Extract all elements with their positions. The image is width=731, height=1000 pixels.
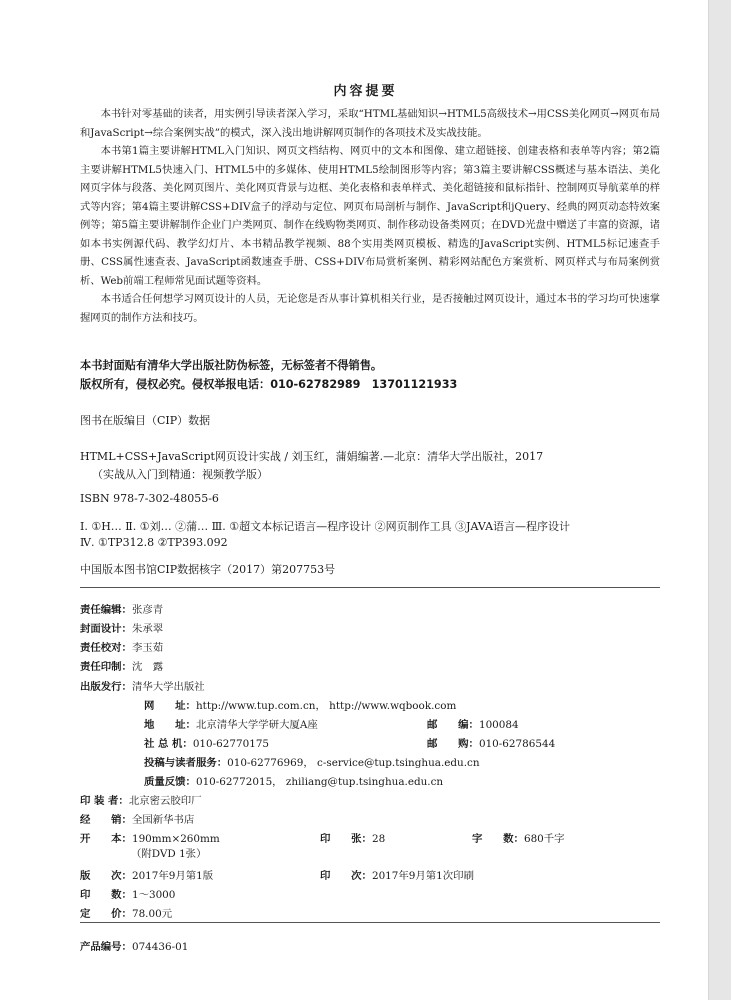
mail-order-label: 邮 购： (427, 738, 479, 750)
dealer-label: 经 销： (80, 814, 132, 826)
printing-label: 印 次： (320, 870, 372, 882)
price-value: 78.00元 (131, 908, 173, 920)
address-label: 地 址： (144, 719, 196, 731)
word-count-label: 字 数： (472, 833, 524, 845)
staff-label: 责任校对： (80, 642, 132, 654)
cip-isbn: ISBN 978-7-302-48055-6 (80, 492, 219, 505)
switchboard-label: 社 总 机： (144, 738, 193, 750)
printing-row (320, 864, 474, 883)
dealer-value: 全国新华书店 (131, 814, 195, 826)
publisher-address-row (144, 713, 318, 732)
publisher-postcode-row (427, 713, 519, 732)
footer-divider (80, 922, 660, 923)
word-count-value: 680千字 (523, 833, 565, 845)
edition-label: 版 次： (80, 870, 132, 882)
content-summary-body (80, 105, 660, 327)
product-code-label: 产品编号： (80, 941, 132, 953)
mail-order-value: 010-62786544 (478, 738, 556, 750)
page-edge-strip (708, 0, 731, 1000)
staff-value: 朱承翠 (131, 623, 164, 635)
publisher-website-row (144, 694, 456, 713)
sheets-row (320, 827, 385, 846)
copies-value: 1～3000 (131, 889, 176, 901)
content-summary-heading: 内容提要 (333, 84, 398, 99)
switchboard-value: 010-62770175 (192, 738, 270, 750)
address-value: 北京清华大学学研大厦A座 (195, 719, 318, 731)
edition-value: 2017年9月第1版 (131, 870, 214, 882)
cip-verification-number: 中国版本图书馆CIP数据核字（2017）第207753号 (80, 563, 336, 576)
postcode-value: 100084 (478, 719, 519, 731)
format-label: 开 本： (80, 833, 132, 845)
anti-counterfeit-notice: 本书封面贴有清华大学出版社防伪标签，无标签者不得销售。 (80, 359, 383, 372)
service-label: 投稿与读者服务： (144, 757, 228, 769)
publisher-feedback-row (144, 770, 443, 789)
staff-label: 责任印制： (80, 661, 132, 673)
publisher-switchboard-row (144, 732, 269, 751)
edition-row (80, 864, 213, 883)
word-count-row (472, 827, 565, 846)
publisher-label: 出版发行： (80, 681, 132, 693)
cip-subject-line-1: Ⅰ. ①H… Ⅱ. ①刘… ②蒲… Ⅲ. ①超文本标记语言—程序设计 ②网页制作工具 ③JAVA语言—程序设计 (80, 520, 571, 533)
cip-divider (80, 587, 660, 588)
dvd-note: （附DVD 1张） (131, 848, 207, 860)
publisher-row (80, 675, 205, 694)
publisher-service-row (144, 751, 480, 770)
staff-value: 李玉茹 (131, 642, 164, 654)
printer-value: 北京密云胶印厂 (128, 795, 202, 807)
summary-paragraph-2: 本书第1篇主要讲解HTML入门知识、网页文档结构、网页中的文本和图像、建立超链接、创建表格和表单等内容；第2篇主要讲解HTML5快速入门、HTML5中的多媒体、使用HTML5绘制图形等内容；第3篇主要讲解CSS概述与基本语法、美化网页字体与段落、美化网页图片、美化网页背景与边框、美化表格和表单样式、美化超链接和鼠标指针、控制网页导航菜单的样式等内容；第4篇主要讲解CSS+DIV盒子的浮动与定位、网页布局剖析与制作、JavaScript和jQuery、经典的网页动态特效案例等；第5篇主要讲解制作企业门户类网页、制作在线购物类网页、制作移动设备类网页；在DVD光盘中赠送了丰富的资源，诸如本书实例源代码、教学幻灯片、本书精品教学视频、88个实用类网页模板、精选的JavaScript实例、HTML5标记速查手册、CSS属性速查表、JavaScript函数速查手册、CSS+DIV布局赏析案例、精彩网站配色方案赏析、网页样式与布局案例赏析、Web前端工程师常见面试题等资料。 (80, 145, 660, 287)
copyright-notice (80, 357, 457, 394)
staff-label: 责任编辑： (80, 604, 132, 616)
staff-value: 沈 露 (131, 661, 164, 673)
cip-record-line-2: （实战从入门到精通：视频教学版） (92, 468, 268, 481)
price-label: 定 价： (80, 908, 132, 920)
publisher-name: 清华大学出版社 (131, 681, 205, 693)
printer-row (80, 789, 202, 808)
sheets-label: 印 张： (320, 833, 372, 845)
cip-subject-line-2: Ⅳ. ①TP312.8 ②TP393.092 (80, 536, 228, 549)
staff-proofreader (80, 636, 163, 655)
summary-paragraph-1: 本书针对零基础的读者，用实例引导读者深入学习，采取“HTML基础知识→HTML5高级技术→用CSS美化网页→网页布局和JavaScript→综合案例实战”的模式，深入浅出地讲解网页制作的各项技术及实战技能。 (80, 108, 660, 139)
publisher-mail-order-row (427, 732, 555, 751)
staff-value: 张彦青 (131, 604, 164, 616)
price-row (80, 902, 172, 921)
staff-label: 封面设计： (80, 623, 132, 635)
copies-label: 印 数： (80, 889, 132, 901)
copies-row (80, 883, 175, 902)
summary-paragraph-3: 本书适合任何想学习网页设计的人员，无论您是否从事计算机相关行业，是否接触过网页设计，通过本书的学习均可快速掌握网页的制作方法和技巧。 (80, 293, 660, 324)
dealer-row (80, 808, 194, 827)
cip-record-line-1: HTML+CSS+JavaScript网页设计实战 / 刘玉红，蒲娟编著.—北京：清华大学出版社，2017 (80, 450, 544, 463)
website-label: 网 址： (144, 700, 196, 712)
piracy-hotline-notice: 版权所有，侵权必究。侵权举报电话：010-62782989 13701121933 (80, 377, 458, 391)
format-value: 190mm×260mm (131, 833, 220, 845)
product-code-value: 074436-01 (131, 941, 189, 953)
staff-print-supervisor (80, 655, 163, 674)
postcode-label: 邮 编： (427, 719, 479, 731)
staff-editor (80, 598, 163, 617)
printing-value: 2017年9月第1次印刷 (371, 870, 474, 882)
format-row (80, 827, 220, 846)
cip-heading: 图书在版编目（CIP）数据 (80, 414, 211, 427)
printer-label: 印 装 者： (80, 795, 129, 807)
feedback-value: 010-62772015， zhiliang@tup.tsinghua.edu.cn (195, 776, 444, 788)
sheets-value: 28 (371, 833, 386, 845)
website-value: http://www.tup.com.cn， http://www.wqbook.com (195, 700, 457, 712)
feedback-label: 质量反馈： (144, 776, 196, 788)
service-value: 010-62776969， c-service@tup.tsinghua.edu.cn (227, 757, 480, 769)
product-code-row (80, 935, 188, 954)
staff-cover-designer (80, 617, 163, 636)
